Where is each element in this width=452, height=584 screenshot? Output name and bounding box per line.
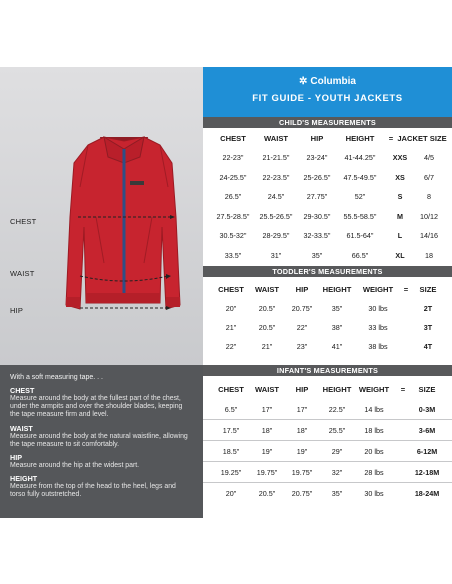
child-col-height: HEIGHT [345, 134, 375, 143]
infant-cell: 28 lbs [364, 468, 384, 477]
toddler-cell: 30 lbs [368, 304, 388, 313]
toddler-cell: 20" [225, 304, 237, 313]
child-cell: 52" [354, 192, 366, 201]
child-cell: 23-24" [306, 153, 328, 162]
waist-label: WAIST [10, 269, 35, 278]
infant-cell: 17" [261, 405, 273, 414]
child-table-row [203, 192, 452, 204]
child-cell: 25-26.5" [303, 172, 331, 182]
infant-col-weight: WEIGHT [358, 385, 390, 394]
child-cell: S [397, 192, 403, 201]
infant-cell: 6.5" [224, 405, 238, 414]
child-cell: 66.5" [351, 250, 369, 260]
infant-col-size: SIZE [418, 385, 436, 394]
infant-col-hip: HIP [295, 385, 309, 394]
infant-cell: 14 lbs [364, 405, 384, 414]
infant-cell: 32" [331, 468, 343, 477]
infant-cell: 0-3M [418, 405, 436, 414]
child-cell: 29-30.5" [303, 211, 331, 221]
toddler-cell: 20.5" [258, 304, 276, 313]
infant-header-row [203, 385, 452, 397]
child-cell: 28-29.5" [262, 231, 290, 240]
jacket-figure-panel [0, 67, 203, 365]
child-cell: 18 [425, 250, 433, 260]
child-cell: 47.5-49.5" [343, 172, 377, 182]
infant-cell: 19" [296, 447, 308, 456]
infant-cell: 20.5" [258, 489, 276, 498]
infant-col-height: HEIGHT [322, 385, 352, 394]
child-cell: XS [395, 172, 405, 182]
toddler-cell: 2T [423, 304, 433, 313]
infant-cell: 35" [331, 489, 343, 498]
child-cell: 10/12 [420, 211, 438, 221]
child-table-row [203, 231, 452, 243]
infant-cell: 30 lbs [364, 489, 384, 498]
child-cell: 21-21.5" [262, 153, 290, 162]
infant-cell: 3-6M [418, 426, 436, 435]
child-table-row [203, 251, 452, 263]
child-header-row [203, 134, 452, 146]
toddler-cell: 20.5" [258, 323, 276, 332]
infant-cell: 22.5" [328, 405, 346, 414]
infant-table-row [203, 405, 452, 417]
infant-cell: 19" [261, 447, 273, 456]
infant-table-row [203, 489, 452, 501]
columbia-logo [203, 76, 452, 87]
toddler-table-row [203, 323, 452, 335]
infant-section-title: INFANT'S MEASUREMENTS [203, 365, 452, 376]
child-cell: 22-23.5" [262, 172, 290, 182]
child-table-row [203, 212, 452, 224]
toddler-col-chest: CHEST [218, 285, 244, 294]
infant-cell: 18" [261, 426, 273, 435]
fit-guide-title: FIT GUIDE - YOUTH JACKETS [252, 93, 403, 104]
toddler-cell: 20.75" [291, 304, 313, 313]
howto-hip-heading: HIP [10, 453, 22, 463]
infant-cell: 19.75" [256, 468, 278, 477]
infant-table-row [203, 468, 452, 480]
logo-text: Columbia [310, 76, 356, 87]
child-cell: 61.5-64" [346, 231, 374, 240]
infant-row-divider [203, 440, 452, 441]
toddler-header-row [203, 285, 452, 297]
child-col-jacket-size: JACKET SIZE [397, 134, 447, 143]
howto-waist-heading: WAIST [10, 423, 33, 433]
howto-height-text: Measure from the top of the head to the heel, legs and torso fully outstretched. [10, 483, 176, 499]
child-cell: 6/7 [424, 172, 434, 182]
child-col-equals: = [388, 134, 394, 143]
child-cell: 35" [311, 250, 323, 260]
child-col-waist: WAIST [263, 134, 289, 143]
howto-intro: With a soft measuring tape. . . [10, 374, 103, 381]
hip-label: HIP [10, 306, 24, 315]
toddler-col-equals: = [403, 285, 409, 294]
child-cell: 25.5-26.5" [259, 211, 293, 221]
toddler-section-title: TODDLER'S MEASUREMENTS [203, 266, 452, 277]
infant-cell: 20" [225, 489, 237, 498]
infant-cell: 18 lbs [364, 426, 384, 435]
toddler-cell: 21" [261, 342, 273, 351]
infant-cell: 19.25" [220, 468, 242, 477]
infant-col-waist: WAIST [254, 385, 280, 394]
child-cell: 22-23" [222, 153, 244, 162]
child-cell: XXS [392, 153, 408, 162]
how-to-measure-panel [0, 365, 203, 518]
toddler-col-weight: WEIGHT [362, 285, 394, 294]
howto-chest-text: Measure around the body at the fullest part of the chest, under the armpits and over the shoulder blades, keeping the tape measure firm and level. [10, 395, 183, 419]
toddler-cell: 4T [423, 342, 433, 351]
infant-cell: 18" [296, 426, 308, 435]
infant-cell: 19.75" [291, 468, 313, 477]
toddler-col-height: HEIGHT [322, 285, 352, 294]
infant-col-chest: CHEST [218, 385, 244, 394]
toddler-cell: 3T [423, 323, 433, 332]
jacket-illustration [0, 67, 203, 365]
infant-cell: 29" [331, 447, 343, 456]
infant-cell: 18-24M [414, 489, 440, 498]
columbia-diamond-icon: ✲ [299, 76, 308, 87]
child-col-hip: HIP [310, 134, 324, 143]
child-cell: 41-44.25" [344, 153, 376, 162]
infant-row-divider [203, 419, 452, 420]
infant-col-equals: = [400, 385, 406, 394]
brand-header [203, 67, 452, 117]
toddler-cell: 23" [296, 342, 308, 351]
toddler-cell: 38" [331, 323, 343, 332]
howto-hip-text: Measure around the hip at the widest part. [10, 462, 140, 470]
infant-cell: 20.75" [291, 489, 313, 498]
child-cell: 27.5-28.5" [216, 211, 250, 221]
toddler-cell: 22" [225, 342, 237, 351]
child-cell: L [397, 231, 403, 240]
toddler-cell: 41" [331, 342, 343, 351]
child-cell: 31" [270, 250, 282, 260]
child-table-row [203, 173, 452, 185]
infant-cell: 6-12M [416, 447, 438, 456]
child-cell: XL [395, 250, 405, 260]
child-cell: 27.75" [306, 192, 328, 201]
infant-cell: 20 lbs [364, 447, 384, 456]
child-cell: 24.5" [267, 192, 285, 201]
howto-chest-heading: CHEST [10, 386, 35, 395]
howto-height-heading: HEIGHT [10, 474, 38, 484]
chest-label: CHEST [10, 217, 37, 226]
toddler-cell: 35" [331, 304, 343, 313]
infant-row-divider [203, 482, 452, 483]
child-cell: 55.5-58.5" [343, 211, 377, 221]
toddler-cell: 38 lbs [368, 342, 388, 351]
child-cell: 30.5-32" [219, 231, 247, 240]
howto-waist-text: Measure around the body at the natural waistline, allowing the tape measure to sit comfortably. [10, 432, 188, 448]
infant-cell: 17" [296, 405, 308, 414]
infant-cell: 25.5" [328, 426, 346, 435]
infant-cell: 12-18M [414, 468, 440, 477]
child-cell: 8 [427, 192, 431, 201]
toddler-table-row [203, 342, 452, 354]
child-col-chest: CHEST [220, 134, 246, 143]
toddler-col-waist: WAIST [254, 285, 280, 294]
toddler-cell: 33 lbs [368, 323, 388, 332]
infant-row-divider [203, 461, 452, 462]
toddler-col-hip: HIP [295, 285, 309, 294]
child-cell: M [397, 211, 403, 221]
toddler-col-size: SIZE [419, 285, 437, 294]
child-cell: 24-25.5" [219, 172, 247, 182]
child-cell: 33.5" [224, 250, 242, 260]
child-cell: 26.5" [224, 192, 242, 201]
child-table-row [203, 153, 452, 165]
infant-table-row [203, 426, 452, 438]
toddler-table-row [203, 304, 452, 316]
child-cell: 14/16 [420, 231, 438, 240]
child-cell: 32-33.5" [303, 231, 331, 240]
infant-cell: 18.5" [222, 447, 240, 456]
infant-cell: 17.5" [222, 426, 240, 435]
toddler-cell: 21" [225, 323, 237, 332]
toddler-cell: 22" [296, 323, 308, 332]
child-cell: 4/5 [424, 153, 434, 162]
child-section-title: CHILD'S MEASUREMENTS [203, 117, 452, 128]
infant-table-row [203, 447, 452, 459]
